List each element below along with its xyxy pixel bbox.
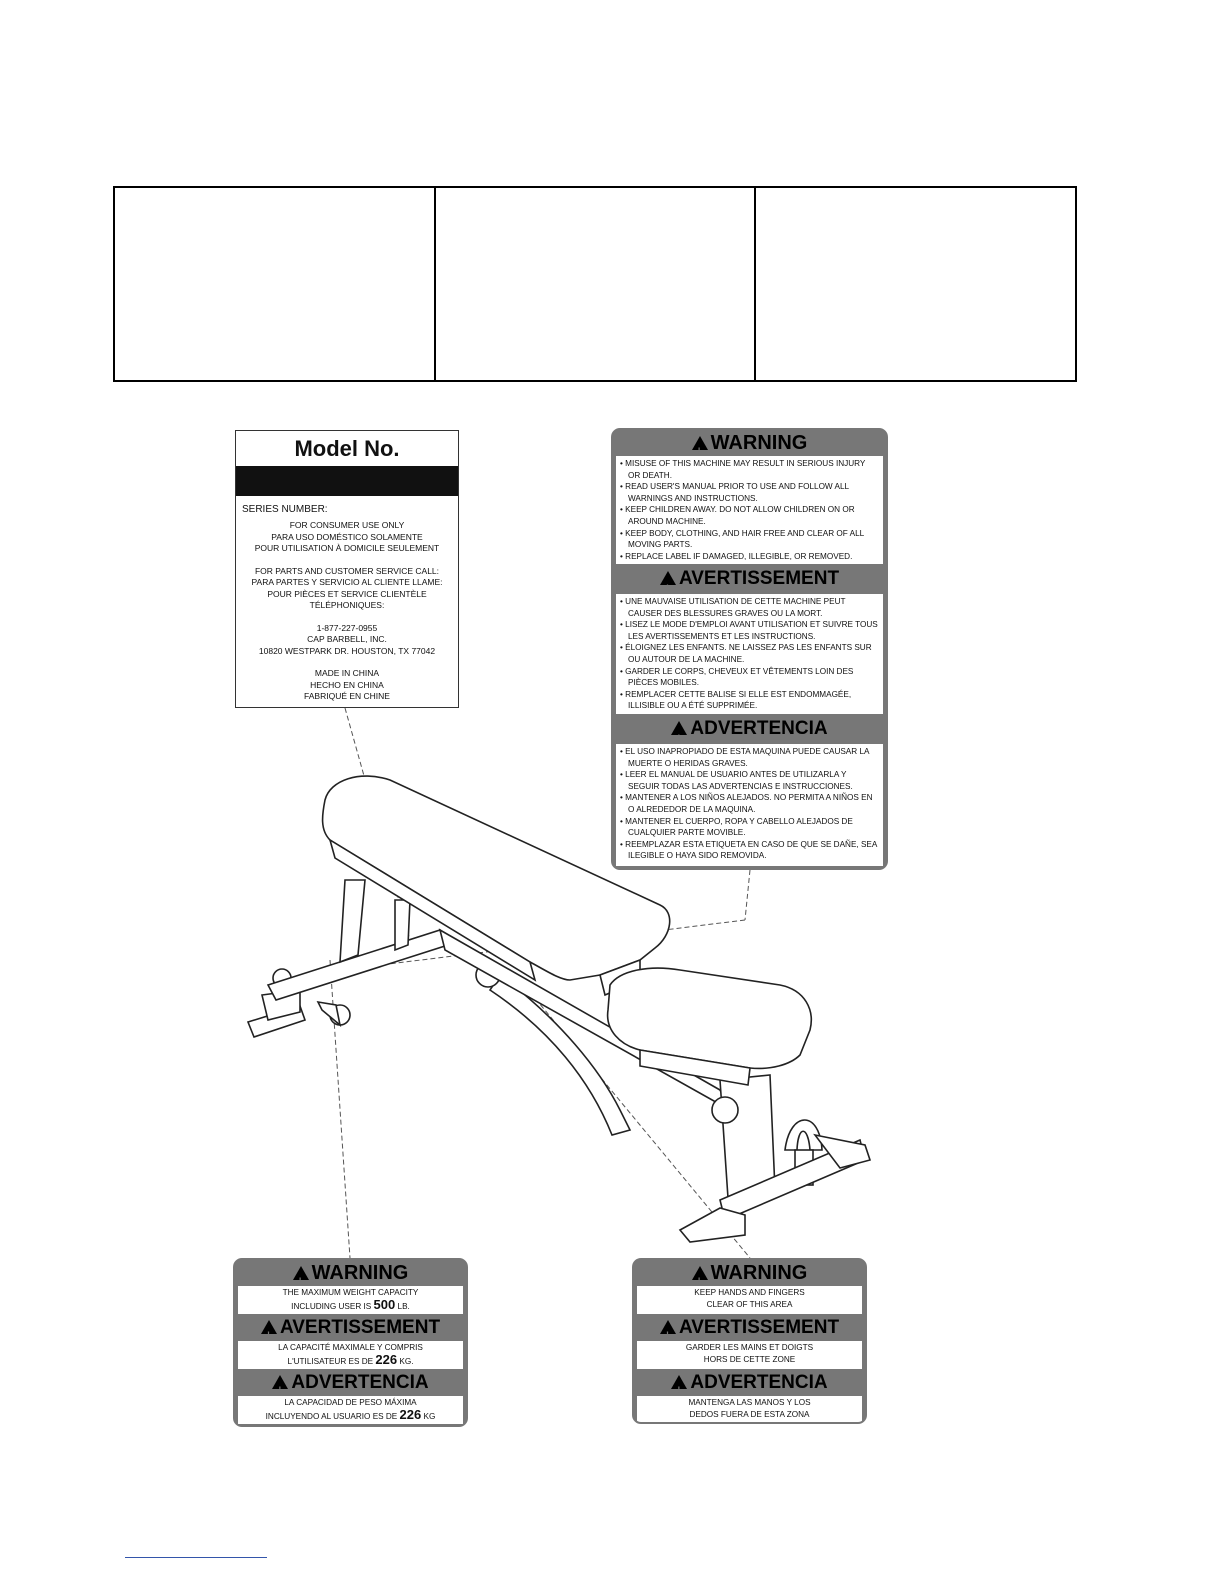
avertissement-header: !AVERTISSEMENT [613, 564, 886, 594]
max-weight-kg-es: 226 [399, 1407, 422, 1422]
weight-advertencia-header: !ADVERTENCIA [235, 1369, 466, 1396]
advertencia-item: • LEER EL MANUAL DE USUARIO ANTES DE UTILIZARLA Y SEGUIR TODAS LAS ADVERTENCIAS E INSTRUCCIONES. [620, 769, 879, 792]
warning-triangle-icon [660, 1320, 676, 1334]
hands-warning-header: !WARNING [634, 1260, 865, 1286]
warning-item: • MISUSE OF THIS MACHINE MAY RESULT IN SERIOUS INJURY OR DEATH. [620, 458, 879, 481]
weight-avertissement-body [238, 1341, 463, 1369]
origin-es: HECHO EN CHINA [310, 679, 384, 690]
advertencia-header: !ADVERTENCIA [613, 714, 886, 744]
hands-adv-line: MANTENGA LAS MANOS Y LOS [688, 1398, 811, 1407]
warning-triangle-icon [272, 1375, 288, 1389]
weight-avert-line2: L'UTILISATEUR ES DE 226 KG. [287, 1352, 414, 1367]
avertissement-item: • GARDER LE CORPS, CHEVEUX ET VÊTEMENTS LOIN DES PIÈCES MOBILES. [620, 666, 879, 689]
hands-avertissement-header: !AVERTISSEMENT [634, 1314, 865, 1341]
avertissement-body [616, 594, 883, 714]
hands-avertissement-body [637, 1341, 862, 1369]
weight-avert-line1: LA CAPACITÉ MAXIMALE Y COMPRIS [278, 1343, 423, 1352]
max-weight-lb: 500 [373, 1297, 396, 1312]
weight-adv-line1: LA CAPACIDAD DE PESO MÁXIMA [284, 1398, 417, 1407]
warning-triangle-icon [692, 1266, 708, 1280]
warning-item: • REPLACE LABEL IF DAMAGED, ILLEGIBLE, OR REMOVED. [620, 551, 879, 563]
model-title: Model No. [294, 436, 400, 461]
warning-triangle-icon [261, 1320, 277, 1334]
hands-warning-body [637, 1286, 862, 1314]
footnote-rule [125, 1557, 267, 1558]
max-weight-kg: 226 [375, 1352, 398, 1367]
weight-capacity-label [233, 1258, 468, 1427]
consumer-use-es: PARA USO DOMÉSTICO SOLAMENTE [271, 531, 423, 542]
model-number-label [235, 430, 459, 708]
company-address: 10820 WESTPARK DR. HOUSTON, TX 77042 [258, 645, 436, 656]
advertencia-item: • EL USO INAPROPIADO DE ESTA MAQUINA PUEDE CAUSAR LA MUERTE O HERIDAS GRAVES. [620, 746, 879, 769]
weight-advertencia-body [238, 1396, 463, 1424]
warning-body [616, 456, 883, 564]
origin-en: MADE IN CHINA [314, 668, 380, 678]
weight-warning-body [238, 1286, 463, 1314]
weight-warning-line2: INCLUDING USER IS 500 LB. [291, 1297, 410, 1312]
warning-item: • KEEP CHILDREN AWAY. DO NOT ALLOW CHILDREN ON OR AROUND MACHINE. [620, 504, 879, 527]
hands-warning-line: CLEAR OF THIS AREA [706, 1300, 793, 1309]
consumer-use-en: FOR CONSUMER USE ONLY [289, 520, 405, 530]
service-line-fr-2: TÉLÉPHONIQUES: [309, 600, 385, 610]
origin-fr: FABRIQUÉ EN CHINE [304, 691, 390, 701]
warning-triangle-icon [293, 1266, 309, 1280]
advertencia-item: • REEMPLAZAR ESTA ETIQUETA EN CASO DE QUE SE DAÑE, SEA ILEGIBLE O HAYA SIDO REMOVIDA. [620, 839, 879, 862]
avertissement-item: • REMPLACER CETTE BALISE SI ELLE EST ENDOMMAGÉE, ILLISIBLE OU A ÉTÉ SUPPRIMÉE. [620, 689, 879, 712]
company-name: CAP BARBELL, INC. [307, 634, 387, 644]
hands-avert-line: HORS DE CETTE ZONE [703, 1355, 796, 1364]
weight-warning-header: !WARNING [235, 1260, 466, 1286]
service-line-es: PARA PARTES Y SERVICIO AL CLIENTE LLAME: [251, 577, 443, 587]
hands-avert-line: GARDER LES MAINS ET DOIGTS [685, 1343, 814, 1352]
series-number: SERIES NUMBER: [242, 504, 328, 515]
service-line-en: FOR PARTS AND CUSTOMER SERVICE CALL: [254, 565, 440, 576]
weight-warning-line1: THE MAXIMUM WEIGHT CAPACITY [282, 1288, 419, 1297]
warning-item: • KEEP BODY, CLOTHING, AND HAIR FREE AND CLEAR OF ALL MOVING PARTS. [620, 528, 879, 551]
warning-triangle-icon [671, 1375, 687, 1389]
main-warning-label [611, 428, 888, 870]
hands-advertencia-header: !ADVERTENCIA [634, 1369, 865, 1396]
avertissement-item: • UNE MAUVAISE UTILISATION DE CETTE MACHINE PEUT CAUSER DES BLESSURES GRAVES OU LA MORT. [620, 596, 879, 619]
warning-triangle-icon [671, 721, 687, 735]
warning-item: • READ USER'S MANUAL PRIOR TO USE AND FOLLOW ALL WARNINGS AND INSTRUCTIONS. [620, 481, 879, 504]
advertencia-item: • MANTENER EL CUERPO, ROPA Y CABELLO ALEJADOS DE CUALQUIER PARTE MOVIBLE. [620, 816, 879, 839]
hands-warning-line: KEEP HANDS AND FINGERS [694, 1288, 805, 1297]
advertencia-body [616, 744, 883, 866]
hands-adv-line: DEDOS FUERA DE ESTA ZONA [689, 1410, 810, 1419]
weight-adv-line2: INCLUYENDO AL USUARIO ES DE 226 KG [265, 1407, 436, 1422]
phone-number: 1-877-227-0955 [316, 622, 378, 633]
weight-avertissement-header: !AVERTISSEMENT [235, 1314, 466, 1341]
consumer-use-fr: POUR UTILISATION À DOMICILE SEULEMENT [254, 543, 440, 553]
advertencia-item: • MANTENER A LOS NIÑOS ALEJADOS. NO PERMITA A NIÑOS EN O ALREDEDOR DE LA MAQUINA. [620, 792, 879, 815]
warning-triangle-icon [692, 436, 708, 450]
avertissement-item: • LISEZ LE MODE D'EMPLOI AVANT UTILISATION ET SUIVRE TOUS LES AVERTISSEMENTS ET LES INSTRUCTIONS. [620, 619, 879, 642]
warning-triangle-icon [660, 571, 676, 585]
model-number-redacted-bar [236, 466, 458, 496]
avertissement-item: • ÉLOIGNEZ LES ENFANTS. NE LAISSEZ PAS LES ENFANTS SUR OU AUTOUR DE LA MACHINE. [620, 642, 879, 665]
warning-header: !WARNING [613, 430, 886, 456]
hands-advertencia-body [637, 1396, 862, 1424]
service-line-fr: POUR PIÈCES ET SERVICE CLIENTÈLE [267, 588, 427, 599]
hands-clear-label [632, 1258, 867, 1424]
